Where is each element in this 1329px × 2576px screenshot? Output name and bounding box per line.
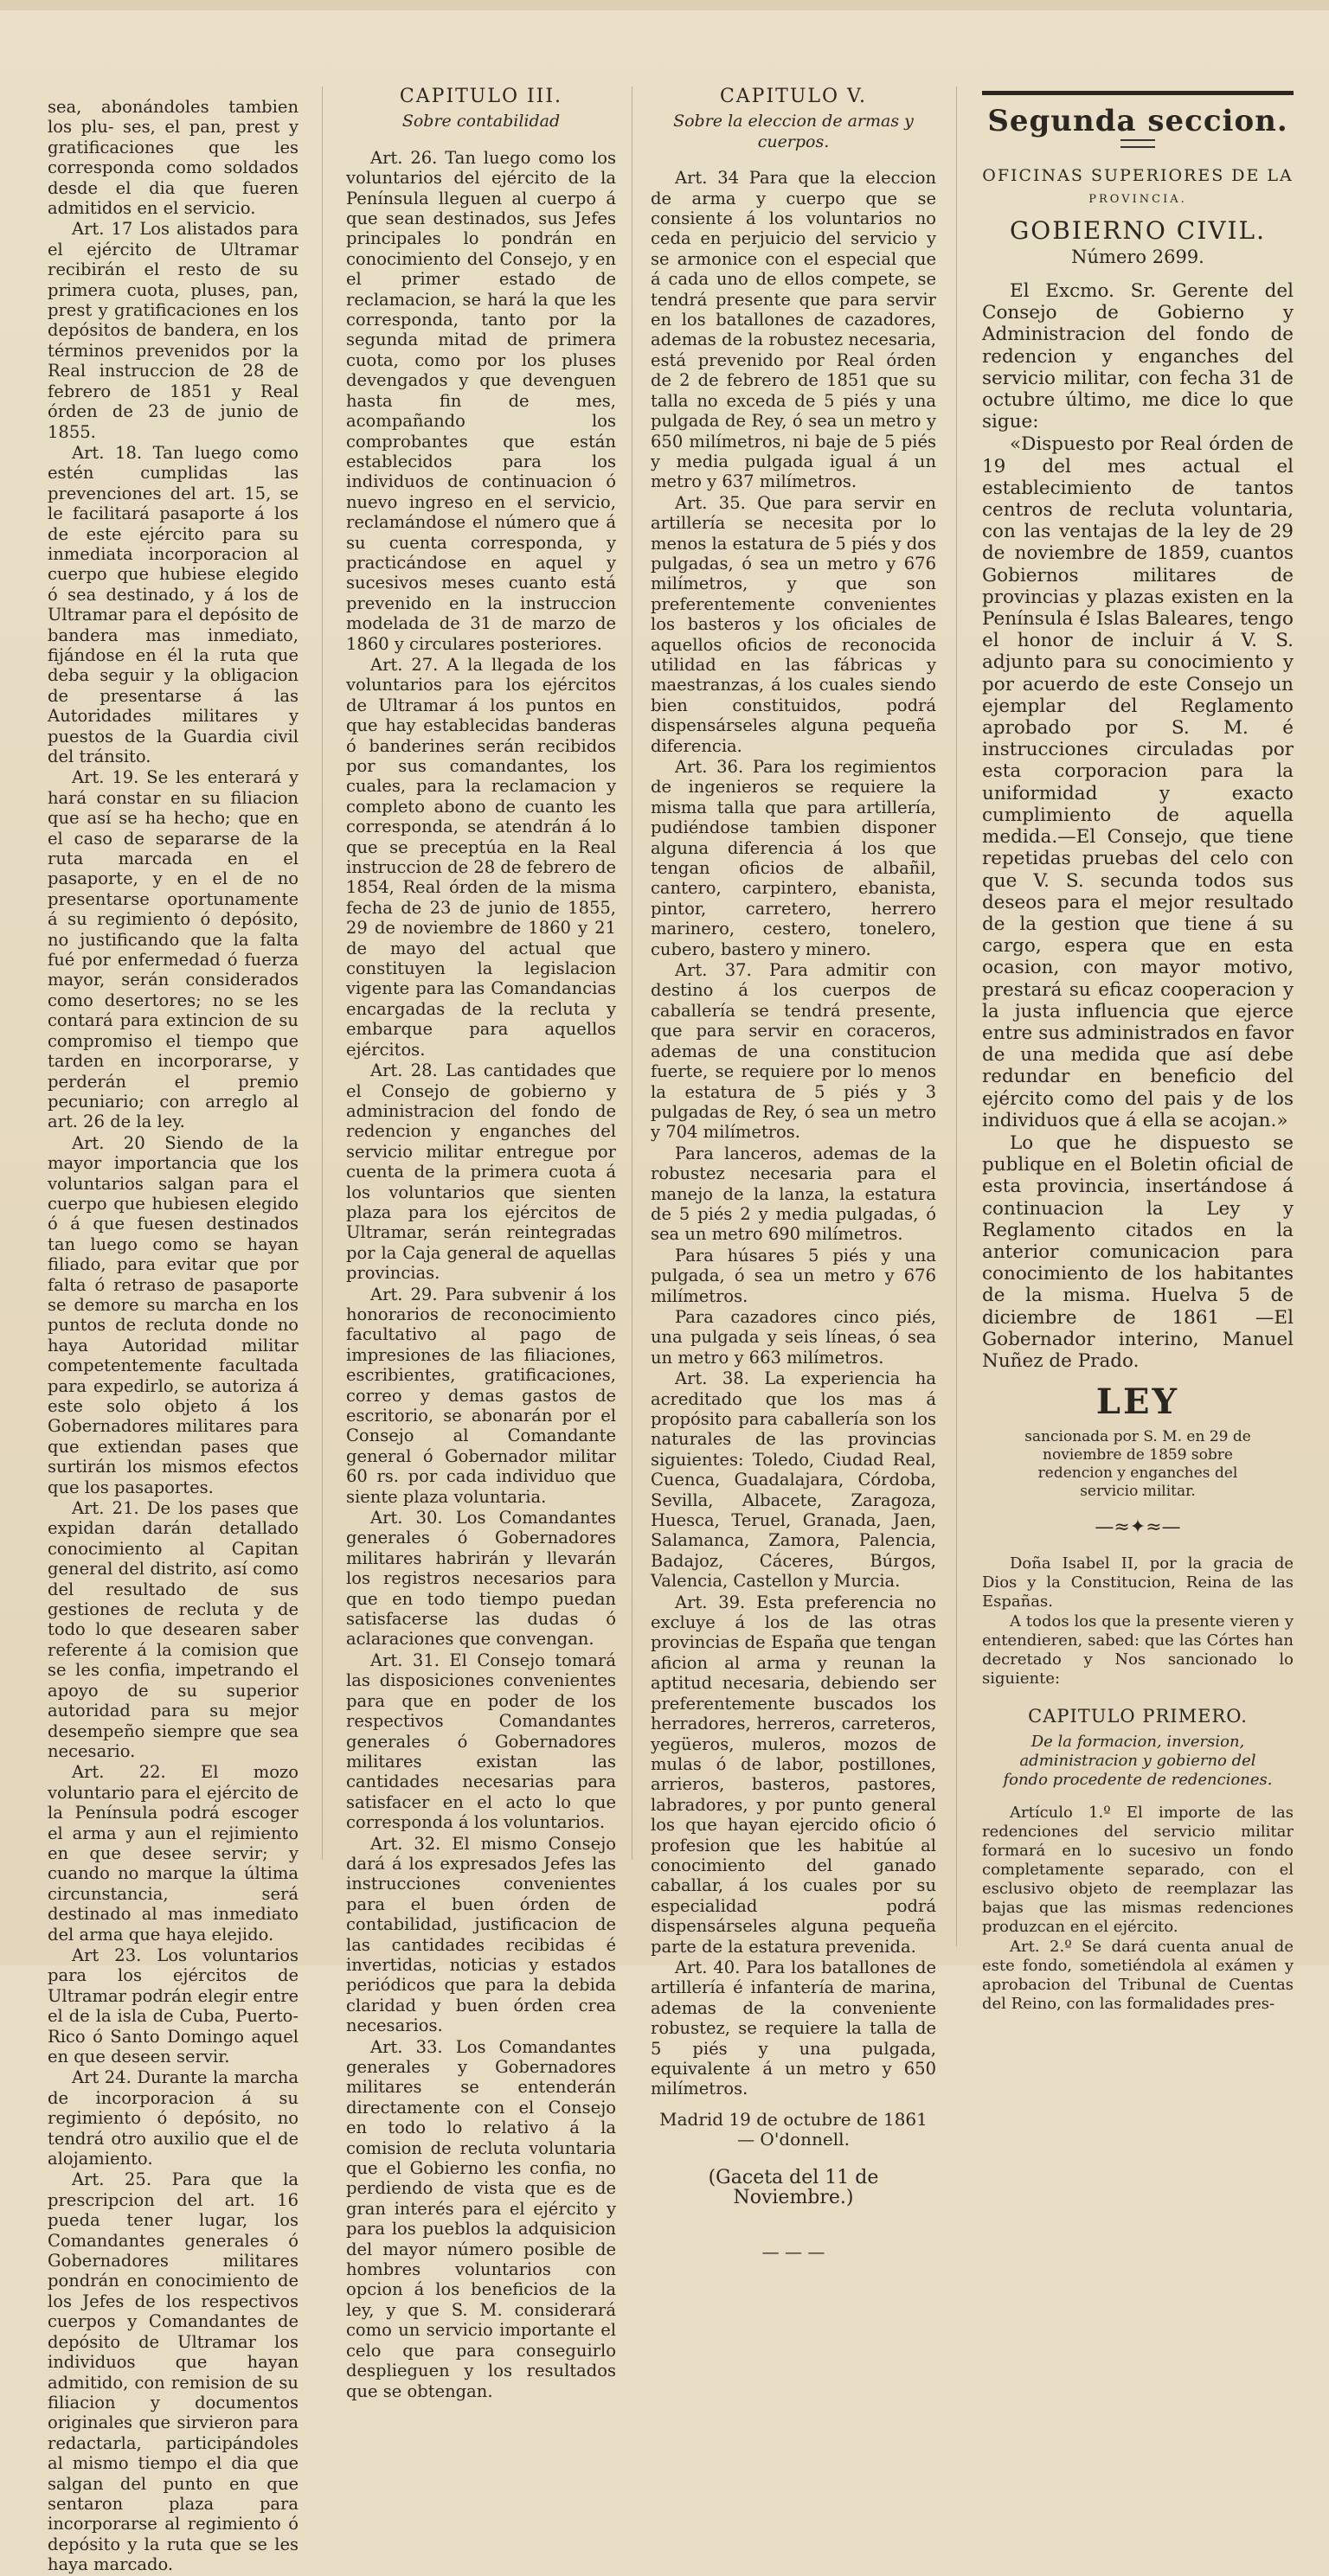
paragraph: Art. 30. Los Comandantes generales ó Gobernadores militares habrirán y llevarán los registros necesarios para que en todo tiempo puedan satisfacerse las dudas ó aclaraciones que convengan. [346,1508,616,1650]
paragraph: Art. 25. Para que la prescripcion del art. 16 pueda tener lugar, los Comandantes generales ó Gobernadores militares pondrán en conocimiento de los Jefes de los respectivos cuerpos y Comandantes de depósito de Ultramar los individuos que hayan admitido, con remision de su filiacion y documentos originales que sirvieron para redactarla, participándoles al mismo tiempo el dia que salgan del punto en que sentaron plaza para incorporarse al regimiento ó depósito y la ruta que se les haya marcado. [48,2169,299,2575]
paragraph: Artículo 1.º El importe de las redenciones del servicio militar formará en lo sucesivo un fondo completamente separado, con el esclusivo objeto de reemplazar las bajas que las mismas redenciones produzcan en el ejército. [982,1803,1294,1936]
paragraph: Lo que he dispuesto se publique en el Boletin oficial de esta provincia, insertándose á continuacion la Ley y Reglamento citados en la anterior comunicacion para conocimiento de los habitantes de la misma. Huelva 5 de diciembre de 1861 —El Gobernador interino, Manuel Nuñez de Prado. [982,1131,1294,1372]
chapter-heading: CAPITULO V. [719,86,868,107]
page-top-edge [0,0,1329,10]
paragraph: Para cazadores cinco piés, una pulgada y seis líneas, ó sea un metro y 663 milímetros. [651,1306,936,1368]
ornament-icon: —≈✦≈— [1095,1516,1181,1539]
paragraph: Doña Isabel II, por la gracia de Dios y la Constitucion, Reina de las Españas. [982,1554,1294,1611]
paragraph: Art. 37. Para admitir con destino á los cuerpos de caballería se tendrá presente, que para servir en coraceros, ademas de una constitucion fuerte, se requiere por lo menos la estatura de 5 piés y 3 pulgadas de Rey, ó sea un metro y 704 milímetros. [651,960,936,1143]
paragraph: «Dispuesto por Real órden de 19 del mes actual el establecimiento de tantos centros de recluta voluntaria, con las ventajas de la ley de 29 de noviembre de 1859, cuantos Gobiernos militares de provincias y plazas existen en la Península é Islas Baleares, tengo el honor de incluir á V. S. adjunto para su conocimiento y por acuerdo de este Consejo un ejemplar del Reglamento aprobado por S. M. é instrucciones circuladas por esta corporacion para la uniformidad y exacto cumplimiento de aquella medida.—El Consejo, que tiene repetidas pruebas del celo con que V. S. secunda todos sus deseos para el mejor resultado de la gestion que tiene á su cargo, espera que en esta ocasion, con mayor motivo, prestará su eficaz cooperacion y la justa influencia que ejerce entre sus administrados en favor de una medida que así debe redundar en beneficio del ejército como del pais y de los individuos que á ella se acojan.» [982,433,1294,1131]
paragraph: Art. 26. Tan luego como los voluntarios del ejército de la Península lleguen al cuerpo á que sean destinados, sus Jefes principales lo pondrán en conocimiento del Consejo, y en el primer estado de reclamacion, se hará la que les corresponda, tanto por la segunda mitad de primera cuota, como por los pluses devengados y que devenguen hasta fin de mes, acompañando los comprobantes que están establecidos para los individuos de continuacion ó nuevo ingreso en el servicio, reclamándose el número que á su cuenta corresponda, y practicándose en aquel y sucesivos meses cuanto está prevenido en la instruccion modelada de 31 de marzo de 1860 y circulares posteriores. [346,147,616,654]
paragraph: Art. 35. Que para servir en artillería se necesita por lo menos la estatura de 5 piés y dos pulgadas, ó sea un metro y 676 milímetros, y que son preferentemente convenientes los basteros y los oficiales de aquellos oficios de reconocida utilidad en las fábricas y maestranzas, á los cuales siendo bien constituidos, podrá dispensárseles alguna pequeña diferencia. [651,492,936,756]
chapter-heading: CAPITULO III. [399,86,563,107]
paragraph: Art. 21. De los pases que expidan darán detallado conocimiento al Capitan general del distrito, así como del resultado de sus gestiones de recluta y de todo lo que desearen saber referente á la comision que se les confia, impetrando el apoyo de su superior autoridad para su mejor desempeño siempre que sea necesario. [48,1498,299,1761]
section-heading: Segunda seccion. [987,104,1288,138]
column-1 [48,97,299,2576]
paragraph: Art. 38. La experiencia ha acreditado que los mas á propósito para caballería son los naturales de las provincias siguientes: Toledo, Ciudad Real, Cuenca, Guadalajara, Córdoba, Sevilla, Albacete, Zaragoza, Huesca, Teruel, Granada, Jaen, Salamanca, Zamora, Palencia, Badajoz, Cáceres, Búrgos, Valencia, Castellon y Murcia. [651,1368,936,1592]
chapter-heading: CAPITULO PRIMERO. [1028,1705,1248,1727]
paragraph: Art. 2.º Se dará cuenta anual de este fondo, sometiéndola al exámen y aprobacion del Tribunal de Cuentas del Reino, con las formalidades pres- [982,1937,1294,2013]
paragraph: Art. 22. El mozo voluntario para el ejército de la Península podrá escoger el arma y aun el rejimiento en que desee servir; y cuando no marque la última circunstancia, será destinado al mas inmediato del arma que haya elejido. [48,1762,299,1945]
paragraph: Art. 19. Se les enterará y hará constar en su filiacion que así se ha hecho; que en el caso de separarse de la ruta marcada en el pasaporte, y en el de no presentarse oportunamente á su regimiento ó depósito, no justificando que la falta fué por enfermedad ó fuerza mayor, serán considerados como desertores; no se les contará para extincion de su compromiso el tiempo que tarden en incorporarse, y perderán el premio pecuniario; con arreglo al art. 26 de la ley. [48,767,299,1132]
double-rule [1120,139,1155,148]
signoff: Madrid 19 de octubre de 1861 — O'donnell. [659,2108,928,2150]
column-4 [982,87,1294,2015]
paragraph: Para húsares 5 piés y una pulgada, ó sea un metro y 676 milímetros. [651,1245,936,1306]
paragraph: El Excmo. Sr. Gerente del Consejo de Gobierno y Administracion del fondo de redencion y enganches del servicio militar, con fecha 31 de octubre último, me dice lo que sigue: [982,280,1294,433]
chapter-subtitle: Sobre la eleccion de armas y cuerpos. [673,112,914,151]
paragraph: Art. 17 Los alistados para el ejército de Ultramar recibirán el resto de su primera cuota, pluses, pan, prest y gratificaciones en los depósitos de bandera, en los términos prevenidos por la Real instruccion de 28 de febrero de 1851 y Real órden de 23 de junio de 1855. [48,219,299,442]
ley-heading: LEY [1095,1381,1180,1423]
paragraph: Art. 39. Esta preferencia no excluye á los de las otras provincias de España que tengan aficion al arma y reunan la aptitud necesaria, debiendo ser preferentemente buscados los herradores, herreros, carreteros, yegüeros, muleros, mozos de mulas ó de labor, postillones, arrieros, basteros, pastores, labradores, y por punto general los que hayan ejercido oficio ó profesion que les habitúe al conocimiento del ganado caballar, á los cuales por su especialidad podrá dispensárseles alguna pequeña parte de la estatura prevenida. [651,1592,936,1957]
paragraph: Art. 29. Para subvenir á los honorarios de reconocimiento facultativo al pago de impresiones de las filiaciones, escribientes, gratificaciones, correo y demas gastos de escritorio, se abonarán por el Consejo al Comandante general ó Gobernador militar 60 rs. por cada individuo que siente plaza voluntaria. [346,1284,616,1507]
paragraph: Art. 36. Para los regimientos de ingenieros se requiere la misma talla que para artillería, pudiéndose tambien disponer alguna diferencia á los que tengan oficios de albañil, cantero, carpintero, ebanista, pintor, carretero, herrero marinero, cestero, tonelero, cubero, bastero y minero. [651,757,936,959]
document-number: Número 2699. [1071,246,1204,267]
paragraph: Para lanceros, ademas de la robustez necesaria para el manejo de la lanza, la estatura de 5 piés 2 y media pulgadas, ó sea un metro 690 milímetros. [651,1143,936,1245]
end-dash: — — — [761,2241,825,2263]
paragraph: A todos los que la presente vieren y entendieren, sabed: que las Córtes han decretado y Nos sancionado lo siguiente: [982,1612,1294,1688]
chapter-subtitle: De la formacion, inversion, administracion y gobierno del fondo procedente de redenciones. [1003,1732,1273,1789]
source-note: (Gaceta del 11 de Noviembre.) [708,2166,879,2209]
ley-subtitle: sancionada por S. M. en 29 de noviembre de 1859 sobre redencion y enganches del servicio militar. [1024,1428,1251,1501]
gobierno-heading: GOBIERNO CIVIL. [1009,215,1267,245]
paragraph: sea, abonándoles tambien los plu- ses, el pan, prest y gratificaciones que les corresponda como soldados desde el dia que fueren admitidos en el servicio. [48,97,299,219]
column-divider [322,87,323,1860]
paragraph: Art 24. Durante la marcha de incorporacion á su regimiento ó depósito, no tendrá otro auxilio que el de alojamiento. [48,2067,299,2169]
province-heading: PROVINCIA. [1088,193,1187,207]
offices-heading: OFICINAS SUPERIORES DE LA [982,166,1294,186]
column-2 [346,87,616,2402]
paragraph: Art. 40. Para los batallones de artillería é infantería de marina, ademas de la conveniente robustez, se requiere la talla de 5 piés y una pulgada, equivalente á un metro y 650 milímetros. [651,1957,936,2099]
column-3 [651,87,936,2263]
paragraph: Art. 34 Para que la eleccion de arma y cuerpo que se consiente á los voluntarios no ceda en perjuicio del servicio y se armonice con el especial que á cada uno de ellos compete, se tendrá presente que para servir en los batallones de cazadores, ademas de la robustez necesaria, está prevenido por Real órden de 2 de febrero de 1851 que su talla no exceda de 5 piés y una pulgada de Rey, ó sea un metro y 650 milímetros, ni baje de 5 piés y media pulgada igual á un metro y 637 milímetros. [651,168,936,492]
paragraph: Art. 27. A la llegada de los voluntarios para los ejércitos de Ultramar á los puntos en que hay establecidas banderas ó banderines serán recibidos por sus comandantes, los cuales, para la reclamacion y completo abono de cuanto les corresponda, se atendrán á lo que se preceptúa en la Real instruccion de 28 de febrero de 1854, Real órden de la misma fecha de 23 de junio de 1855, 29 de noviembre de 1860 y 21 de mayo del actual que constituyen la legislacion vigente para las Comandancias encargadas de la recluta y embarque para aquellos ejércitos. [346,654,616,1060]
paragraph: Art. 28. Las cantidades que el Consejo de gobierno y administracion del fondo de redencion y enganches del servicio militar entregue por cuenta de la primera cuota á los voluntarios que sienten plaza para los ejércitos de Ultramar, serán reintegradas por la Caja general de aquellas provincias. [346,1061,616,1284]
chapter-subtitle: Sobre contabilidad [401,112,561,131]
paragraph: Art. 32. El mismo Consejo dará á los expresados Jefes las instrucciones convenientes para el buen órden de contabilidad, justificacion de las cantidades recibidas é invertidas, noticias y estados periódicos que para la debida claridad y buen órden crea necesarios. [346,1833,616,2036]
paragraph: Art. 20 Siendo de la mayor importancia que los voluntarios salgan para el cuerpo que hubiesen elegido ó á que fuesen destinados tan luego como se hayan filiado, para evitar que por falta ó retraso de pasaporte se demore su marcha en los puntos de recluta donde no haya Autoridad militar competentemente facultada para expedirlo, se autoriza á este solo objeto á los Gobernadores militares para que extiendan pases que surtirán los mismos efectos que los pasaportes. [48,1132,299,1497]
paragraph: Art. 31. El Consejo tomará las disposiciones convenientes para que en poder de los respectivos Comandantes generales ó Gobernadores militares existan las cantidades necesarias para satisfacer en el acto lo que corresponda á los voluntarios. [346,1650,616,1833]
paragraph: Art. 18. Tan luego como estén cumplidas las prevenciones del art. 15, se le facilitará pasaporte á los de este ejército para su inmediata incorporacion al cuerpo que hubiese elegido ó sea destinado, y á los de Ultramar para el depósito de bandera mas inmediato, fijándose en él la ruta que deba seguir y la obligacion de presentarse á las Autoridades militares y puestos de la Guardia civil del tránsito. [48,442,299,766]
paragraph: Art. 33. Los Comandantes generales y Gobernadores militares se entenderán directamente con el Consejo en todo lo relativo á la comision de recluta voluntaria que el Gobierno les confia, no perdiendo de vista que es de gran interés para el ejército y para los pueblos la adquisicion del mayor número posible de hombres voluntarios con opcion á los beneficios de la ley, y que S. M. considerará como un servicio importante el celo que para conseguirlo desplieguen y los resultados que se obtengan. [346,2036,616,2401]
paragraph: Art 23. Los voluntarios para los ejércitos de Ultramar podrán elegir entre el de la isla de Cuba, Puerto-Rico ó Santo Domingo aquel en que deseen servir. [48,1945,299,2067]
column-divider [956,87,957,1946]
